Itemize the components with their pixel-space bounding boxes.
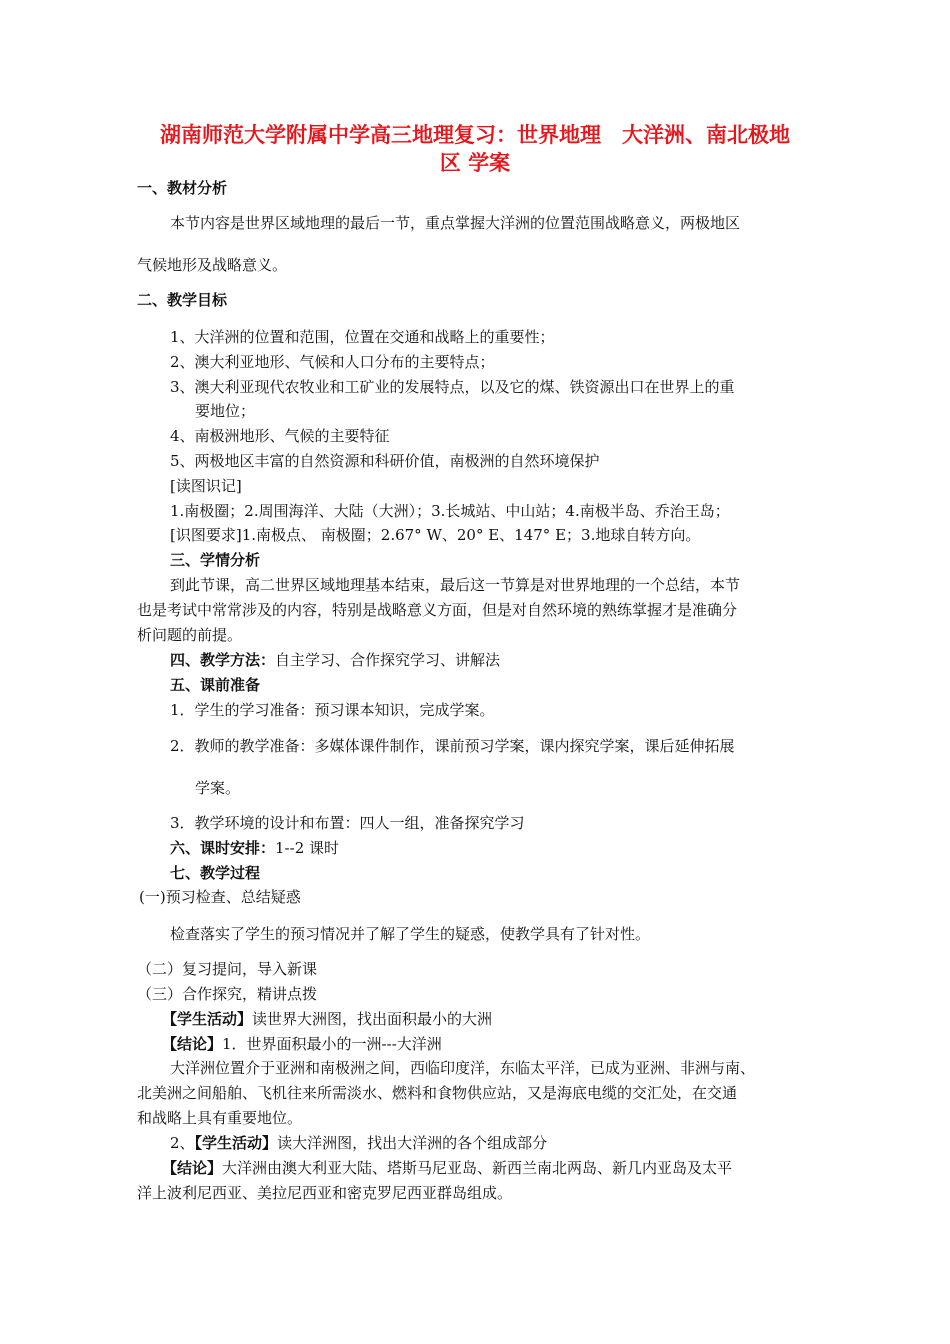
student-activity-line <box>162 1009 492 1029</box>
subsection-heading: （二）复习提问，导入新课 <box>137 960 318 978</box>
read-map-text: 1.南极圈；2.周围海洋、大陆（大洲）；3.长城站、中山站；4.南极半岛、乔治王岛； <box>170 502 730 520</box>
section-heading-teaching-methods: 四、教学方法： <box>170 651 276 669</box>
goal-item-continuation: 要地位； <box>195 402 256 420</box>
schedule-line <box>170 838 339 858</box>
conclusion-text: 1．世界面积最小的一洲---大洋洲 <box>222 1035 442 1053</box>
student-activity-text: 读世界大洲图，找出面积最小的大洲 <box>252 1010 493 1028</box>
section-heading-preparation: 五、课前准备 <box>170 676 261 694</box>
preparation-item: 2．教师的教学准备：多媒体课件制作，课前预习学案，课内探究学案，课后延伸拓展 <box>170 737 735 755</box>
conclusion-line <box>162 1034 442 1054</box>
conclusion-label: 【结论】 <box>162 1035 223 1053</box>
subsection-heading: (一)预习检查、总结疑惑 <box>139 888 301 906</box>
goal-item: 2、澳大利亚地形、气候和人口分布的主要特点； <box>170 353 495 371</box>
goal-item: 4、南极洲地形、气候的主要特征 <box>170 427 390 445</box>
student-activity-label: 【学生活动】 <box>194 1134 278 1152</box>
preparation-item: 1．学生的学习准备：预习课本知识，完成学案。 <box>170 701 495 719</box>
map-requirement-text: [识图要求]1.南极点、 南极圈；2.67° W、20° E、147° E；3.地球自转方向。 <box>170 526 701 544</box>
conclusion-text: 大洋洲由澳大利亚大陆、塔斯马尼亚岛、新西兰南北两岛、新几内亚岛及太平 <box>222 1159 733 1177</box>
paragraph-line: 洋上波利尼西亚、美拉尼西亚和密克罗尼西亚群岛组成。 <box>137 1184 513 1202</box>
section-heading-teaching-process: 七、教学过程 <box>170 864 261 882</box>
preparation-item: 3．教学环境的设计和布置：四人一组，准备探究学习 <box>170 814 525 832</box>
schedule-text: 1--2 课时 <box>275 839 340 857</box>
section-heading-teaching-goals: 二、教学目标 <box>137 291 228 309</box>
document-title-line-1: 湖南师范大学附属中学高三地理复习：世界地理 大洋洲、南北极地 <box>160 123 790 147</box>
item-number: 2、 <box>170 1134 195 1152</box>
teaching-methods-text: 自主学习、合作探究学习、讲解法 <box>275 651 501 669</box>
paragraph-line: 析问题的前提。 <box>137 626 243 644</box>
paragraph-line: 气候地形及战略意义。 <box>137 256 288 274</box>
section-heading-textbook-analysis: 一、教材分析 <box>137 179 228 197</box>
student-activity-label: 【学生活动】 <box>162 1010 253 1028</box>
conclusion-label: 【结论】 <box>162 1159 223 1177</box>
paragraph-line: 也是考试中常常涉及的内容，特别是战略意义方面，但是对自然环境的熟练掌握才是准确分 <box>137 601 738 619</box>
document-title-line-2: 区 学案 <box>439 151 511 175</box>
conclusion-line <box>162 1158 732 1178</box>
student-activity-text: 读大洋洲图，找出大洋洲的各个组成部分 <box>277 1134 548 1152</box>
goal-item: 1、大洋洲的位置和范围，位置在交通和战略上的重要性； <box>170 328 555 346</box>
paragraph-line: 和战略上具有重要地位。 <box>137 1109 303 1127</box>
paragraph-line: 大洋洲位置介于亚洲和南极洲之间，西临印度洋，东临太平洋，已成为亚洲、非洲与南、 <box>170 1059 756 1077</box>
preparation-item-continuation: 学案。 <box>195 779 241 797</box>
teaching-methods-line <box>170 650 500 670</box>
paragraph-line: 本节内容是世界区域地理的最后一节，重点掌握大洋洲的位置范围战略意义，两极地区 <box>170 214 741 232</box>
paragraph-line: 到此节课，高二世界区域地理基本结束，最后这一节算是对世界地理的一个总结，本节 <box>170 576 741 594</box>
section-heading-schedule: 六、课时安排： <box>170 839 276 857</box>
student-activity-line <box>170 1133 547 1153</box>
section-heading-learner-analysis: 三、学情分析 <box>170 551 261 569</box>
paragraph-line: 检查落实了学生的预习情况并了解了学生的疑惑，使教学具有了针对性。 <box>170 925 651 943</box>
paragraph-line: 北美洲之间船舶、飞机往来所需淡水、燃料和食物供应站，又是海底电缆的交汇处，在交通 <box>137 1084 738 1102</box>
goal-item: 5、两极地区丰富的自然资源和科研价值，南极洲的自然环境保护 <box>170 452 600 470</box>
goal-item: 3、澳大利亚现代农牧业和工矿业的发展特点，以及它的煤、铁资源出口在世界上的重 <box>170 378 735 396</box>
subsection-heading: （三）合作探究，精讲点拨 <box>137 985 318 1003</box>
read-map-label: [读图识记] <box>170 477 242 495</box>
